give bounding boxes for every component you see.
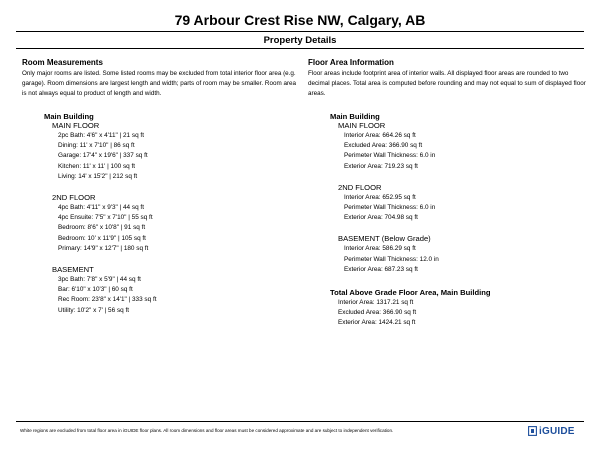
area-item: Interior Area: 1317.21 sq ft [338, 299, 414, 307]
area-item: Excluded Area: 366.90 sq ft [344, 142, 423, 150]
room-measurements-section [22, 58, 297, 316]
area-item: Exterior Area: 704.98 sq ft [344, 214, 418, 222]
room-item: 4pc Ensuite: 7'5" x 7'10" | 55 sq ft [58, 214, 153, 222]
room-item: Living: 14' x 15'2" | 212 sq ft [58, 172, 138, 180]
room-item: Primary: 14'9" x 12'7" | 180 sq ft [58, 244, 149, 252]
title-divider [16, 31, 584, 32]
area-building-title: Main Building [330, 112, 380, 121]
iguide-logo-icon [528, 426, 537, 436]
area-item: Exterior Area: 1424.21 sq ft [338, 319, 416, 327]
room-list [58, 275, 297, 316]
room-item: Bedroom: 10' x 11'9" | 105 sq ft [58, 234, 146, 242]
area-item: Exterior Area: 719.23 sq ft [344, 162, 418, 170]
room-floors [52, 121, 297, 316]
page-subtitle: Property Details [263, 35, 337, 46]
room-item: 2pc Bath: 4'6" x 4'11" | 21 sq ft [58, 132, 144, 139]
iguide-logo [528, 425, 575, 437]
area-list [344, 193, 588, 224]
footer-disclaimer: White regions are excluded from total floor area in iGUIDE floor plans. All room dimensions and floor areas must be considered approximate and are subject to independent verification. [20, 428, 394, 433]
room-floor-title: BASEMENT [52, 265, 94, 275]
room-item: 3pc Bath: 7'8" x 5'9" | 44 sq ft [58, 276, 141, 284]
page-title: 79 Arbour Crest Rise NW, Calgary, AB [174, 12, 426, 28]
room-item: Garage: 17'4" x 19'6" | 337 sq ft [58, 152, 148, 160]
floor-area-title: Floor Area Information [308, 58, 394, 67]
room-list [58, 131, 297, 182]
room-building [44, 112, 297, 316]
room-item: Utility: 10'2" x 7' | 56 sq ft [58, 306, 130, 314]
iguide-logo-text: iGUIDE [539, 425, 575, 437]
area-item: Interior Area: 652.95 sq ft [344, 193, 416, 201]
room-list [58, 203, 297, 254]
total-area-title: Total Above Grade Floor Area, Main Building [330, 288, 491, 298]
floor-area-description: Floor areas include footprint area of interior walls. All displayed floor areas are rounded to two decimal places. Total area is computed before rounding and may not equal to sum of displayed floor areas. [308, 70, 586, 97]
area-item: Perimeter Wall Thickness: 6.0 in [344, 204, 436, 212]
area-list [344, 131, 588, 172]
area-floor-title: BASEMENT (Below Grade) [338, 234, 431, 244]
area-floor-title: 2ND FLOOR [338, 182, 382, 192]
area-item: Interior Area: 586.29 sq ft [344, 245, 416, 253]
room-item: Dining: 11' x 7'10" | 86 sq ft [58, 142, 135, 150]
room-item: Bedroom: 8'6" x 10'8" | 91 sq ft [58, 224, 146, 232]
room-floor-title: MAIN FLOOR [52, 121, 100, 130]
room-item: Bar: 6'10" x 10'3" | 60 sq ft [58, 286, 133, 294]
total-area-list [338, 298, 588, 329]
room-measurements-title: Room Measurements [22, 58, 103, 67]
room-floor-title: 2ND FLOOR [52, 193, 96, 203]
area-floor-title: MAIN FLOOR [338, 121, 386, 130]
area-item: Exterior Area: 687.23 sq ft [344, 265, 418, 273]
room-item: 4pc Bath: 4'11" x 9'3" | 44 sq ft [58, 204, 144, 212]
footer-divider [16, 421, 584, 422]
area-floors [338, 121, 588, 275]
room-item: Rec Room: 23'8" x 14'1" | 333 sq ft [58, 296, 157, 304]
room-item: Kitchen: 11' x 11' | 100 sq ft [58, 162, 136, 170]
area-item: Perimeter Wall Thickness: 12.0 in [344, 255, 439, 263]
area-list [344, 244, 588, 275]
area-item: Interior Area: 664.26 sq ft [344, 132, 416, 139]
room-measurements-description: Only major rooms are listed. Some listed rooms may be excluded from total interior floor area (e.g. garage). Room dimensions are largest length and width; parts of room may be smaller. Room area is not always equal to product of length and width. [22, 70, 297, 97]
area-item: Perimeter Wall Thickness: 6.0 in [344, 152, 436, 160]
area-building [330, 112, 588, 329]
subtitle-divider [16, 48, 584, 49]
floor-area-section [308, 58, 588, 329]
room-building-title: Main Building [44, 112, 94, 121]
area-item: Excluded Area: 366.90 sq ft [338, 309, 417, 317]
